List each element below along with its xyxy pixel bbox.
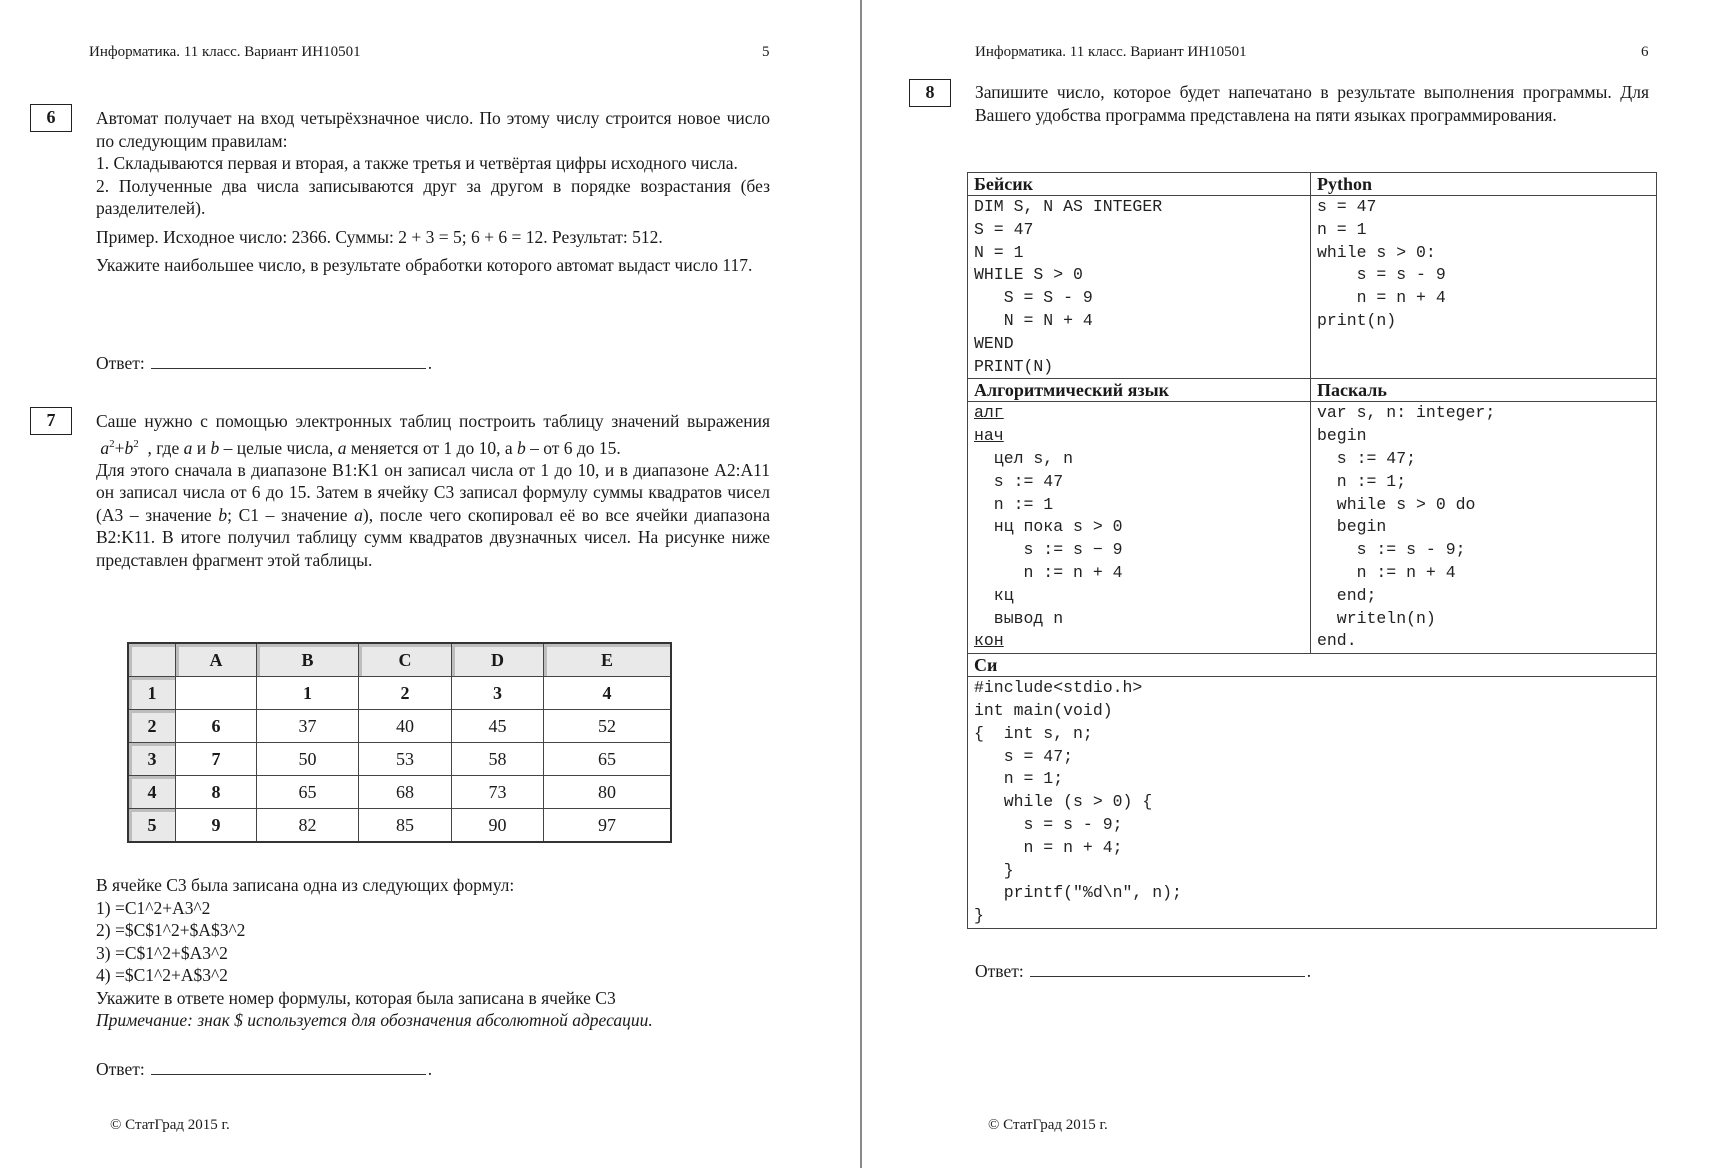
q6-task: Укажите наибольшее число, в результате обработки которого автомат выдаст число 117. xyxy=(96,255,753,275)
algo-keyword: алг xyxy=(974,403,1004,423)
algo-line: n := 1 xyxy=(974,494,1054,514)
page-number: 5 xyxy=(762,44,770,60)
copyright: © СтатГрад 2015 г. xyxy=(988,1117,1108,1133)
algo-line: s := 47 xyxy=(974,471,1064,491)
algo-keyword: нач xyxy=(974,426,1004,446)
sheet-cell: 7 xyxy=(176,743,257,776)
q7-paragraph-1 xyxy=(96,410,770,459)
code-cell-basic xyxy=(968,196,1311,379)
code-title-row xyxy=(968,173,1657,196)
algo-keyword: кон xyxy=(974,631,1004,651)
row-header: 1 xyxy=(128,677,176,710)
q7-note: Примечание: знак $ используется для обозначения абсолютной адресации. xyxy=(96,1010,653,1030)
answer-field[interactable] xyxy=(151,352,426,369)
algo-line: s := s − 9 xyxy=(974,540,1123,560)
var-b: b xyxy=(210,437,220,458)
q6-intro: Автомат получает на вход четырёхзначное число. По этому числу строится новое число по следующим правилам: xyxy=(96,108,770,151)
lang-title-algo: Алгоритмический язык xyxy=(968,379,1311,402)
sheet-cell: 65 xyxy=(257,776,359,809)
expr-plus: + xyxy=(114,437,125,458)
page-header: Информатика. 11 класс. Вариант ИН10501 xyxy=(89,44,361,60)
expr-var-a: a xyxy=(100,437,110,458)
q7-p2-text: ), после чего скопировал её во все ячейки диапазона B2:K11. В итоге получил таблицу сумм квадратов двузначных чисел. На рисунке ниже представлен фрагмент этой таблицы. xyxy=(96,504,770,570)
q7-p2-text: ; C1 – значение xyxy=(227,504,348,525)
sheet-cell: 73 xyxy=(452,776,544,809)
sheet-cell: 80 xyxy=(544,776,672,809)
sheet-cell: 97 xyxy=(544,809,672,843)
q8-answer: Ответ: . xyxy=(975,961,1312,981)
sheet-cell: 45 xyxy=(452,710,544,743)
formulas-intro: В ячейке C3 была записана одна из следующих формул: xyxy=(96,875,515,895)
lang-title-pascal: Паскаль xyxy=(1311,379,1657,402)
row-header: 4 xyxy=(128,776,176,809)
q7-p2-text: Для этого сначала в диапазоне B1:K1 он записал числа от 1 до 10, и в диапазоне A2:A11 он записал числа от 6 до 15. Затем в ячейку C3 записал формулу суммы квадратов чисел (A3 – значение xyxy=(96,459,770,525)
sheet-row xyxy=(128,809,671,843)
column-header: A xyxy=(176,643,257,677)
column-header: C xyxy=(359,643,452,677)
basic-code: DIM S, N AS INTEGER S = 47 N = 1 WHILE S > 0 S = S - 9 N = N + 4 WEND PRINT(N) xyxy=(974,197,1163,376)
q7-p1-text: Саше нужно с помощью электронных таблиц построить таблицу значений выражения xyxy=(96,411,770,431)
sheet-cell: 37 xyxy=(257,710,359,743)
code-row xyxy=(968,196,1657,379)
page-number: 6 xyxy=(1641,44,1649,60)
expr-exponent: 2 xyxy=(109,437,115,450)
sheet-header-row xyxy=(128,643,671,677)
sheet-row xyxy=(128,677,671,710)
code-cell-python xyxy=(1311,196,1657,379)
var-a: a xyxy=(354,504,363,525)
sheet-cell: 58 xyxy=(452,743,544,776)
q7-formulas-block xyxy=(96,874,770,1032)
q7-p1-text: – от 6 до 15. xyxy=(530,437,621,458)
c-code: #include<stdio.h> int main(void) { int s, n; s = 47; n = 1; while (s > 0) { s = s - 9; n = n + 4; } printf("%d\n", n); } xyxy=(974,678,1182,926)
sheet-cell: 53 xyxy=(359,743,452,776)
sheet-corner xyxy=(128,643,176,677)
q7-p1-text: – целые числа, xyxy=(223,437,334,458)
code-title-row xyxy=(968,379,1657,402)
answer-label: Ответ: xyxy=(96,353,145,373)
sheet-row xyxy=(128,743,671,776)
sheet-cell: 85 xyxy=(359,809,452,843)
sheet-row xyxy=(128,776,671,809)
sheet-cell: 52 xyxy=(544,710,672,743)
lang-title-basic: Бейсик xyxy=(968,173,1311,196)
answer-label: Ответ: xyxy=(975,961,1024,981)
q7-p1-text: и xyxy=(196,437,207,458)
algo-code xyxy=(974,402,1304,653)
program-code-table xyxy=(967,172,1657,929)
question-6-text xyxy=(96,107,770,277)
sheet-cell: 82 xyxy=(257,809,359,843)
q7-p1-text: , где xyxy=(147,437,180,458)
sheet-cell: 3 xyxy=(452,677,544,710)
formula-option: 3) =C$1^2+$A3^2 xyxy=(96,942,228,963)
sheet-cell: 8 xyxy=(176,776,257,809)
sheet-cell: 2 xyxy=(359,677,452,710)
question-number-8: 8 xyxy=(909,79,951,107)
sheet-cell: 90 xyxy=(452,809,544,843)
answer-field[interactable] xyxy=(151,1058,426,1075)
code-title-row xyxy=(968,654,1657,677)
question-number-6: 6 xyxy=(30,104,72,132)
sheet-cell: 68 xyxy=(359,776,452,809)
sheet-cell: 4 xyxy=(544,677,672,710)
question-8-text: Запишите число, которое будет напечатано в результате выполнения программы. Для Вашего удобства программа представлена на пяти языках программирования. xyxy=(975,82,1649,125)
lang-title-python: Python xyxy=(1311,173,1657,196)
question-number-7: 7 xyxy=(30,407,72,435)
code-row xyxy=(968,402,1657,654)
sheet-row xyxy=(128,710,671,743)
var-a: a xyxy=(337,437,347,458)
question-7-text xyxy=(96,410,770,571)
code-cell-algo xyxy=(968,402,1311,654)
q7-answer: Ответ: . xyxy=(96,1059,433,1079)
q6-rule-2: 2. Полученные два числа записываются друг за другом в порядке возрастания (без разделителей). xyxy=(96,175,770,218)
column-header: E xyxy=(544,643,672,677)
row-header: 5 xyxy=(128,809,176,843)
sheet-cell: 50 xyxy=(257,743,359,776)
q7-paragraph-2 xyxy=(96,459,770,572)
sheet-cell: 1 xyxy=(257,677,359,710)
sheet-cell: 9 xyxy=(176,809,257,843)
var-b: b xyxy=(218,504,228,525)
q6-example: Пример. Исходное число: 2366. Суммы: 2 + 3 = 5; 6 + 6 = 12. Результат: 512. xyxy=(96,226,663,247)
column-header: D xyxy=(452,643,544,677)
expr-exponent: 2 xyxy=(133,437,139,450)
page-header: Информатика. 11 класс. Вариант ИН10501 xyxy=(975,44,1247,60)
formula-option: 2) =$C$1^2+$A$3^2 xyxy=(96,920,246,940)
q6-rule-1: 1. Складываются первая и вторая, а также третья и четвёртая цифры исходного числа. xyxy=(96,153,738,173)
code-cell-c xyxy=(968,677,1657,929)
algo-line: n := n + 4 xyxy=(974,562,1123,582)
python-code: s = 47 n = 1 while s > 0: s = s - 9 n = n + 4 print(n) xyxy=(1317,197,1446,330)
expr-var-b: b xyxy=(124,437,134,458)
spreadsheet-fragment xyxy=(127,642,672,843)
var-b: b xyxy=(516,437,526,458)
q6-answer: Ответ: . xyxy=(96,353,433,373)
sheet-cell: 65 xyxy=(544,743,672,776)
algo-line: кц xyxy=(974,585,1014,605)
row-header: 3 xyxy=(128,743,176,776)
column-header: B xyxy=(257,643,359,677)
lang-title-c: Си xyxy=(968,654,1657,677)
row-header: 2 xyxy=(128,710,176,743)
formula-option: 4) =$C1^2+A$3^2 xyxy=(96,965,228,985)
algo-line: вывод n xyxy=(974,608,1064,628)
answer-label: Ответ: xyxy=(96,1059,145,1079)
algo-line: нц пока s > 0 xyxy=(974,517,1123,537)
algo-line: цел s, n xyxy=(974,448,1074,468)
code-row xyxy=(968,677,1657,929)
sheet-cell: 40 xyxy=(359,710,452,743)
q7-p1-text: меняется от 1 до 10, а xyxy=(350,437,513,458)
var-a: a xyxy=(183,437,193,458)
pascal-code: var s, n: integer; begin s := 47; n := 1; while s > 0 do begin s := s - 9; n := n + 4 end; writeln(n) end. xyxy=(1317,403,1496,651)
sheet-cell: 6 xyxy=(176,710,257,743)
code-cell-pascal xyxy=(1311,402,1657,654)
formula-option: 1) =C1^2+A3^2 xyxy=(96,897,211,918)
copyright: © СтатГрад 2015 г. xyxy=(110,1117,230,1133)
q7-task: Укажите в ответе номер формулы, которая была записана в ячейке C3 xyxy=(96,987,616,1008)
sheet-cell xyxy=(176,677,257,710)
answer-field[interactable] xyxy=(1030,960,1305,977)
